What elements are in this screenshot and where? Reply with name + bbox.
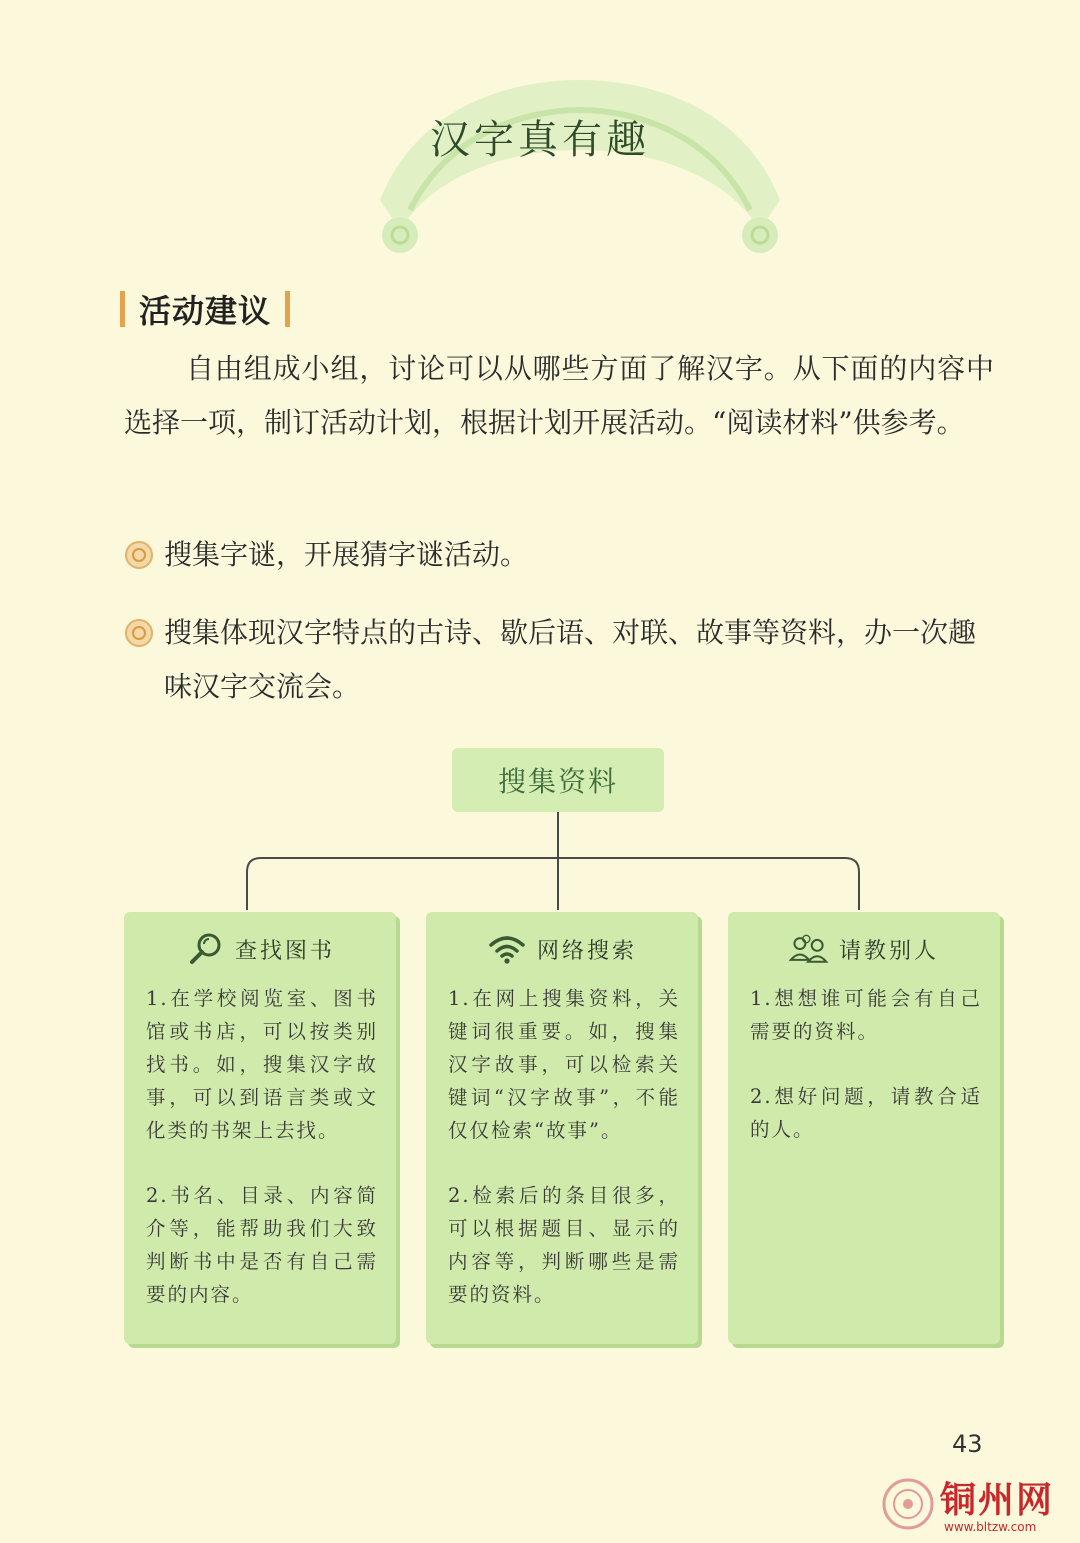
page-title-text: 汉字真有趣 (430, 117, 650, 163)
card-header (728, 928, 1000, 970)
card-paragraph: 2.想好问题，请教合适的人。 (750, 1085, 982, 1141)
watermark-seal-icon (878, 1474, 938, 1534)
card-header (124, 928, 396, 970)
people-question-icon (789, 931, 829, 967)
option-text-1: 搜集字谜，开展猜字谜活动。 (164, 538, 529, 571)
card-title: 请教别人 (838, 938, 939, 964)
card-body (750, 982, 982, 1178)
card-ask-others (728, 912, 1000, 1344)
card-title: 查找图书 (234, 938, 335, 964)
card-paragraph: 1.想想谁可能会有自己需要的资料。 (750, 987, 982, 1043)
diagram-root-box: 搜集资料 (452, 748, 664, 812)
card-header (426, 928, 698, 970)
watermark-url: www.bltzw.com (944, 1520, 1037, 1534)
watermark (878, 1472, 1074, 1538)
card-paragraph: 2.书名、目录、内容简介等，能帮助我们大致判断书中是否有自己需要的内容。 (146, 1184, 378, 1306)
section-heading-text: 活动建议 (139, 292, 272, 330)
card-paragraph: 1.在网上搜集资料，关键词很重要。如，搜集汉字故事，可以检索关键词“汉字故事”，不能仅仅检索“故事”。 (448, 987, 680, 1142)
card-find-books (124, 912, 396, 1344)
card-paragraph: 1.在学校阅览室、图书馆或书店，可以按类别找书。如，搜集汉字故事，可以到语言类或文化类的书架上去找。 (146, 987, 378, 1142)
card-body (146, 982, 378, 1343)
watermark-name: 铜州网 (940, 1479, 1055, 1521)
card-paragraph: 2.检索后的条目很多，可以根据题目、显示的内容等，判断哪些是需要的资料。 (448, 1184, 680, 1306)
card-title: 网络搜索 (536, 938, 637, 964)
wifi-icon (487, 931, 527, 967)
card-web-search (426, 912, 698, 1344)
card-body (448, 982, 680, 1343)
magnifier-icon (185, 931, 225, 967)
page-number: 43 (952, 1430, 983, 1458)
option-text-2: 搜集体现汉字特点的古诗、歇后语、对联、故事等资料，办一次趣味汉字交流会。 (164, 616, 977, 703)
intro-paragraph: 自由组成小组，讨论可以从哪些方面了解汉字。从下面的内容中选择一项，制订活动计划，根据计划开展活动。“阅读材料”供参考。 (124, 352, 994, 439)
